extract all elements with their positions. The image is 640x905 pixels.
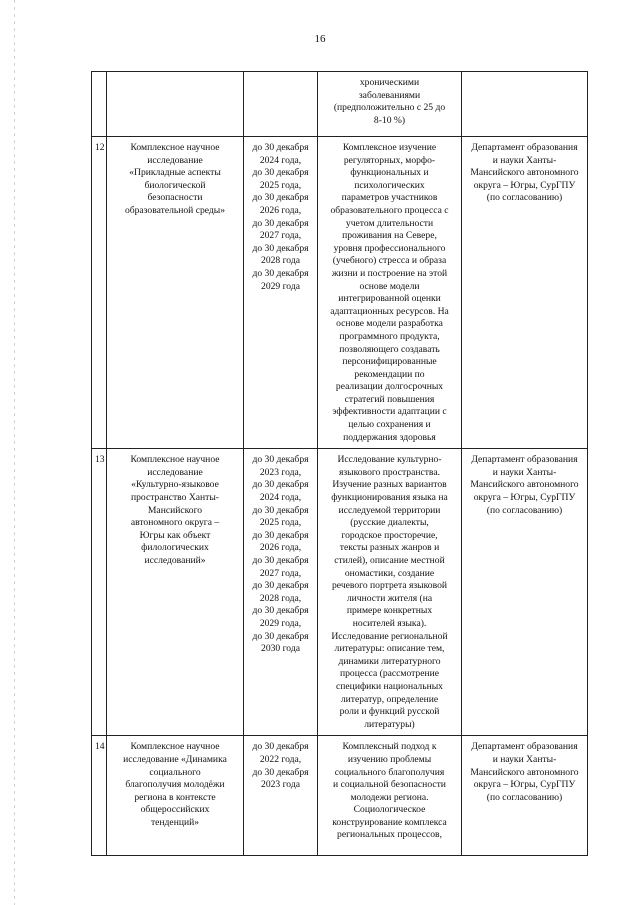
deadline-line: 2026 года, — [259, 542, 302, 554]
research-title-line: Югры как объект — [139, 529, 211, 541]
description-line: параметров участников — [341, 192, 438, 204]
description-line: молодежи региона. — [350, 791, 429, 803]
description-line: Социологическое — [353, 804, 426, 816]
executor-line: округа – Югры, СурГПУ — [473, 179, 576, 191]
deadline-line: до 30 декабря — [252, 555, 309, 566]
description-line: основе модели разработка — [336, 318, 443, 330]
description-line: литературы: описание тем, — [334, 643, 445, 655]
description-line: тексты разных жанров и — [339, 542, 440, 554]
executor-cell — [462, 736, 588, 856]
description-line: Комплексный подход к — [342, 741, 437, 753]
research-title-line: Комплексное научное — [130, 142, 220, 153]
research-title-line: региона в контексте — [134, 791, 216, 803]
executor-cell — [462, 137, 588, 449]
description-cell — [318, 72, 462, 137]
description-line: региональных процессов, — [337, 829, 442, 841]
description-line: изучению проблемы — [347, 753, 432, 765]
deadline-line: 2023 года — [261, 779, 300, 791]
deadline-line: 2030 года — [261, 643, 300, 655]
executor-line: и науки Ханты- — [492, 154, 557, 166]
executor-line: Департамент образования — [471, 741, 578, 753]
research-title-line: «Прикладные аспекты — [129, 167, 221, 179]
description-line: социального благополучия — [334, 766, 445, 778]
description-line: литературы) — [364, 718, 415, 730]
description-line: программного продукта, — [339, 330, 440, 342]
deadline-line: до 30 декабря — [252, 242, 309, 254]
description-line: образовательного процесса с — [330, 204, 449, 216]
description-line: и социальной безопасности — [333, 779, 446, 791]
table-row — [92, 72, 588, 137]
deadline-line: до 30 декабря — [252, 454, 309, 466]
research-title-line: биологической — [144, 179, 206, 191]
description-line: функционирования языка на — [331, 492, 448, 504]
research-title-line: исследование — [147, 154, 203, 166]
description-line: адаптационных ресурсов. На — [330, 305, 449, 317]
executor-line: округа – Югры, СурГПУ — [473, 779, 576, 791]
deadline-line: до 30 декабря — [252, 217, 309, 229]
executor-line: Департамент образования — [471, 142, 578, 153]
deadline-line: 2028 года, — [259, 592, 302, 604]
description-line: 8-10 %) — [373, 114, 406, 126]
description-line: речевого портрета языковой — [332, 580, 447, 592]
deadline-cell — [244, 736, 318, 856]
description-line: литератур, определение — [340, 693, 439, 705]
description-line: интегрированной оценки — [338, 293, 441, 305]
research-title-line: автономного округа – — [130, 517, 220, 529]
table-body — [92, 72, 588, 856]
research-title-cell — [107, 449, 244, 736]
research-title-line: безопасности — [147, 192, 203, 204]
deadline-line: до 30 декабря — [252, 580, 309, 592]
executor-line: Мансийского автономного — [470, 167, 579, 179]
deadline-line: 2027 года, — [259, 567, 302, 579]
executor-cell — [462, 72, 588, 137]
description-line: городское просторечие, — [341, 529, 438, 541]
research-title-line: социального — [149, 766, 201, 778]
executor-line: и науки Ханты- — [492, 753, 557, 765]
description-line: реализации долгосрочных — [335, 381, 444, 393]
deadline-cell — [244, 137, 318, 449]
description-line: роли и функций русской — [339, 706, 440, 718]
research-title-line: образовательной среды» — [124, 204, 226, 216]
description-line: (предположительно с 25 до — [333, 102, 446, 114]
deadline-line: до 30 декабря — [252, 192, 309, 204]
deadline-line: до 30 декабря — [252, 630, 309, 642]
description-line: Комплексное изучение — [342, 142, 437, 153]
research-title-cell — [107, 137, 244, 449]
row-number-cell: 12 — [92, 137, 107, 449]
deadline-cell — [244, 72, 318, 137]
executor-cell — [462, 449, 588, 736]
deadline-line: 2028 года — [261, 255, 300, 267]
description-line: примере конкретных — [346, 605, 433, 617]
description-line: языкового пространства. — [338, 466, 440, 478]
description-line: конструирование комплекса — [332, 816, 447, 828]
description-line: личности жителя (на — [346, 592, 433, 604]
research-title-line: исследований» — [144, 555, 206, 566]
table-row — [92, 449, 588, 736]
description-line: хроническими — [359, 77, 420, 88]
deadline-line: до 30 декабря — [252, 504, 309, 516]
deadline-line: до 30 декабря — [252, 167, 309, 179]
executor-line: Департамент образования — [471, 454, 578, 466]
description-line: исследуемой территории — [338, 504, 441, 516]
research-title-line: Комплексное научное — [130, 454, 220, 466]
research-title-line: исследование — [147, 466, 203, 478]
research-title-line: благополучия молодёжи — [125, 779, 225, 791]
table-row — [92, 736, 588, 856]
description-line: целью сохранения и — [348, 419, 431, 431]
deadline-cell — [244, 449, 318, 736]
executor-line: (по согласованию) — [486, 192, 563, 204]
deadline-line: 2024 года, — [259, 492, 302, 504]
description-line: заболеваниями — [358, 89, 421, 101]
description-line: жизни и построение на этой — [331, 267, 448, 279]
description-line: Исследование региональной — [331, 630, 448, 642]
deadline-line: до 30 декабря — [252, 142, 309, 153]
deadline-line: до 30 декабря — [252, 529, 309, 541]
research-title-line: тенденций» — [150, 816, 200, 828]
deadline-line: до 30 декабря — [252, 766, 309, 778]
description-line: стилей), описание местной — [334, 555, 445, 566]
deadline-line: 2026 года, — [259, 204, 302, 216]
description-line: рекомендации по — [354, 368, 425, 380]
deadline-line: 2027 года, — [259, 230, 302, 242]
deadline-line: 2022 года, — [259, 753, 302, 765]
description-line: носителей языка). — [352, 617, 427, 629]
executor-line: (по согласованию) — [486, 791, 563, 803]
description-line: эффективности адаптации с — [332, 406, 447, 418]
description-line: (русские диалекты, — [350, 517, 429, 529]
executor-line: и науки Ханты- — [492, 466, 557, 478]
description-line: ономастики, создание — [344, 567, 435, 579]
description-line: Исследование культурно- — [337, 454, 442, 466]
deadline-line: 2025 года, — [259, 179, 302, 191]
description-line: процесса (рассмотрение — [339, 668, 440, 680]
deadline-line: 2023 года, — [259, 466, 302, 478]
description-line: динамики литературного — [338, 655, 441, 667]
description-line: персонифицированные — [342, 356, 437, 368]
research-title-line: пространство Ханты- — [131, 492, 219, 504]
executor-line: (по согласованию) — [486, 504, 563, 516]
research-title-line: общероссийских — [140, 804, 210, 816]
deadline-line: 2029 года, — [259, 617, 302, 629]
description-line: учетом длительности — [345, 217, 434, 229]
executor-line: округа – Югры, СурГПУ — [473, 492, 576, 504]
deadline-line: до 30 декабря — [252, 741, 309, 753]
deadline-line: до 30 декабря — [252, 605, 309, 617]
research-title-line: исследование «Динамика — [123, 753, 227, 765]
deadline-line: до 30 декабря — [252, 479, 309, 491]
description-line: Изучение разных вариантов — [332, 479, 447, 491]
description-line: поддержания здоровья — [343, 431, 436, 443]
description-line: основе модели — [359, 280, 420, 292]
description-line: (учебного) стресса и образа — [332, 255, 447, 267]
research-title-cell — [107, 72, 244, 137]
description-line: позволяющего создавать — [339, 343, 440, 355]
deadline-line: до 30 декабря — [252, 267, 309, 279]
research-title-line: «Культурно-языковое — [131, 479, 219, 491]
description-cell — [318, 137, 462, 449]
executor-line: Мансийского автономного — [470, 766, 579, 778]
description-line: регуляторных, морфо- — [343, 154, 436, 166]
research-title-line: филологических — [141, 542, 209, 554]
row-number-cell — [92, 72, 107, 137]
research-title-cell — [107, 736, 244, 856]
row-number-cell: 14 — [92, 736, 107, 856]
deadline-line: 2029 года — [261, 280, 300, 292]
description-line: функциональных и — [350, 167, 429, 179]
description-line: специфики национальных — [336, 680, 443, 692]
description-line: стратегий повышения — [344, 393, 435, 405]
description-line: психологических — [354, 179, 425, 191]
executor-line: Мансийского автономного — [470, 479, 579, 491]
research-title-line: Мансийского — [147, 504, 203, 516]
description-line: проживания на Севере, — [342, 230, 437, 242]
scan-edge-artifact — [14, 0, 15, 905]
table-row — [92, 137, 588, 449]
row-number-cell: 13 — [92, 449, 107, 736]
description-cell — [318, 449, 462, 736]
research-title-line: Комплексное научное — [130, 741, 220, 753]
description-line: уровня профессионального — [333, 242, 446, 254]
deadline-line: 2024 года, — [259, 154, 302, 166]
page-number: 16 — [314, 33, 326, 45]
description-cell — [318, 736, 462, 856]
deadline-line: 2025 года, — [259, 517, 302, 529]
research-plan-table — [91, 71, 588, 856]
